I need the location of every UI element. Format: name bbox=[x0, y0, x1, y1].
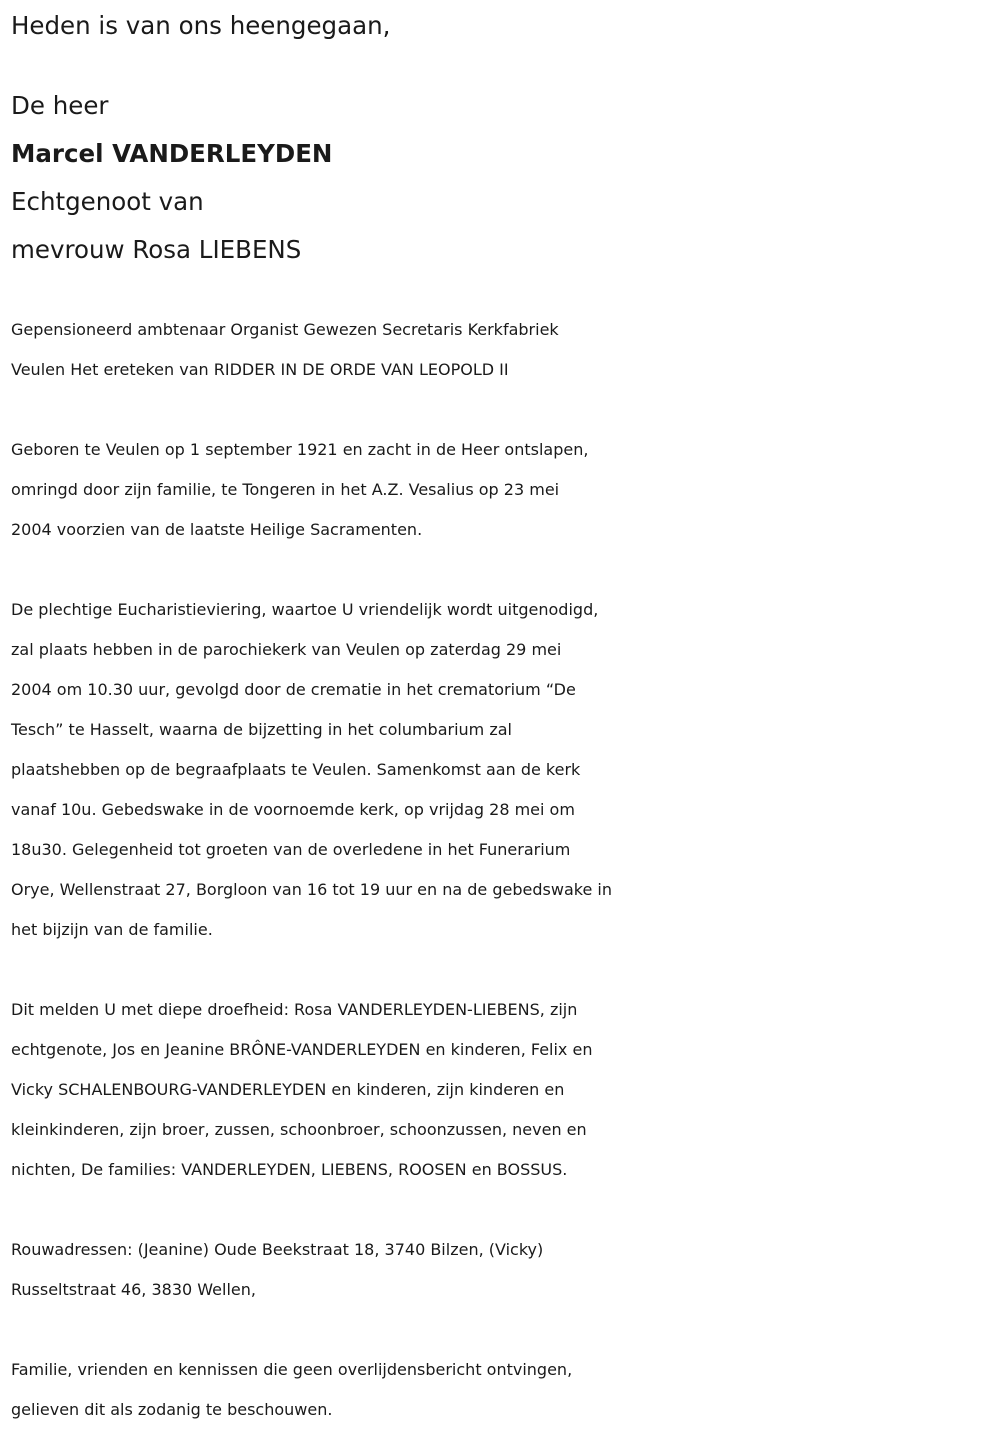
closing-line: gelieven dit als zodanig te beschouwen. bbox=[11, 1400, 333, 1419]
birth-death-line: 2004 voorzien van de laatste Heilige Sacramenten. bbox=[11, 520, 423, 539]
ceremony-line: 2004 om 10.30 uur, gevolgd door de crematie in het crematorium “De bbox=[11, 680, 576, 699]
family-paragraph bbox=[11, 990, 993, 1190]
family-line: Vicky SCHALENBOURG-VANDERLEYDEN en kinderen, zijn kinderen en bbox=[11, 1080, 565, 1099]
family-line: nichten, De families: VANDERLEYDEN, LIEBENS, ROOSEN en BOSSUS. bbox=[11, 1160, 568, 1179]
ceremony-line: Tesch” te Hasselt, waarna de bijzetting in het columbarium zal bbox=[11, 720, 512, 739]
birth-death-line: Geboren te Veulen op 1 september 1921 en zacht in de Heer ontslapen, bbox=[11, 440, 589, 459]
family-line: kleinkinderen, zijn broer, zussen, schoonbroer, schoonzussen, neven en bbox=[11, 1120, 587, 1139]
family-line: echtgenote, Jos en Jeanine BRÔNE-VANDERLEYDEN en kinderen, Felix en bbox=[11, 1040, 593, 1059]
family-line: Dit melden U met diepe droefheid: Rosa VANDERLEYDEN-LIEBENS, zijn bbox=[11, 1000, 578, 1019]
career-line: Veulen Het ereteken van RIDDER IN DE ORDE VAN LEOPOLD II bbox=[11, 360, 509, 379]
opening-line: Heden is van ons heengegaan, bbox=[11, 11, 391, 40]
spouse-name: mevrouw Rosa LIEBENS bbox=[11, 235, 302, 264]
ceremony-line: het bijzijn van de familie. bbox=[11, 920, 213, 939]
birth-death-line: omringd door zijn familie, te Tongeren in het A.Z. Vesalius op 23 mei bbox=[11, 480, 560, 499]
honorific: De heer bbox=[11, 91, 109, 120]
ceremony-line: vanaf 10u. Gebedswake in de voornoemde kerk, op vrijdag 28 mei om bbox=[11, 800, 575, 819]
address-line: Russeltstraat 46, 3830 Wellen, bbox=[11, 1280, 256, 1299]
deceased-name: Marcel VANDERLEYDEN bbox=[11, 139, 333, 168]
spouse-label: Echtgenoot van bbox=[11, 187, 204, 216]
ceremony-line: Orye, Wellenstraat 27, Borgloon van 16 tot 19 uur en na de gebedswake in bbox=[11, 880, 612, 899]
ceremony-paragraph bbox=[11, 590, 993, 950]
address-line: Rouwadressen: (Jeanine) Oude Beekstraat 18, 3740 Bilzen, (Vicky) bbox=[11, 1240, 544, 1259]
career-paragraph bbox=[11, 310, 993, 390]
ceremony-line: plaatshebben op de begraafplaats te Veulen. Samenkomst aan de kerk bbox=[11, 760, 581, 779]
career-line: Gepensioneerd ambtenaar Organist Gewezen Secretaris Kerkfabriek bbox=[11, 320, 559, 339]
addresses-paragraph bbox=[11, 1230, 993, 1310]
ceremony-line: De plechtige Eucharistieviering, waartoe U vriendelijk wordt uitgenodigd, bbox=[11, 600, 599, 619]
closing-line: Familie, vrienden en kennissen die geen overlijdensbericht ontvingen, bbox=[11, 1360, 573, 1379]
ceremony-line: 18u30. Gelegenheid tot groeten van de overledene in het Funerarium bbox=[11, 840, 571, 859]
ceremony-line: zal plaats hebben in de parochiekerk van Veulen op zaterdag 29 mei bbox=[11, 640, 562, 659]
birth-death-paragraph bbox=[11, 430, 993, 550]
closing-paragraph bbox=[11, 1350, 993, 1430]
